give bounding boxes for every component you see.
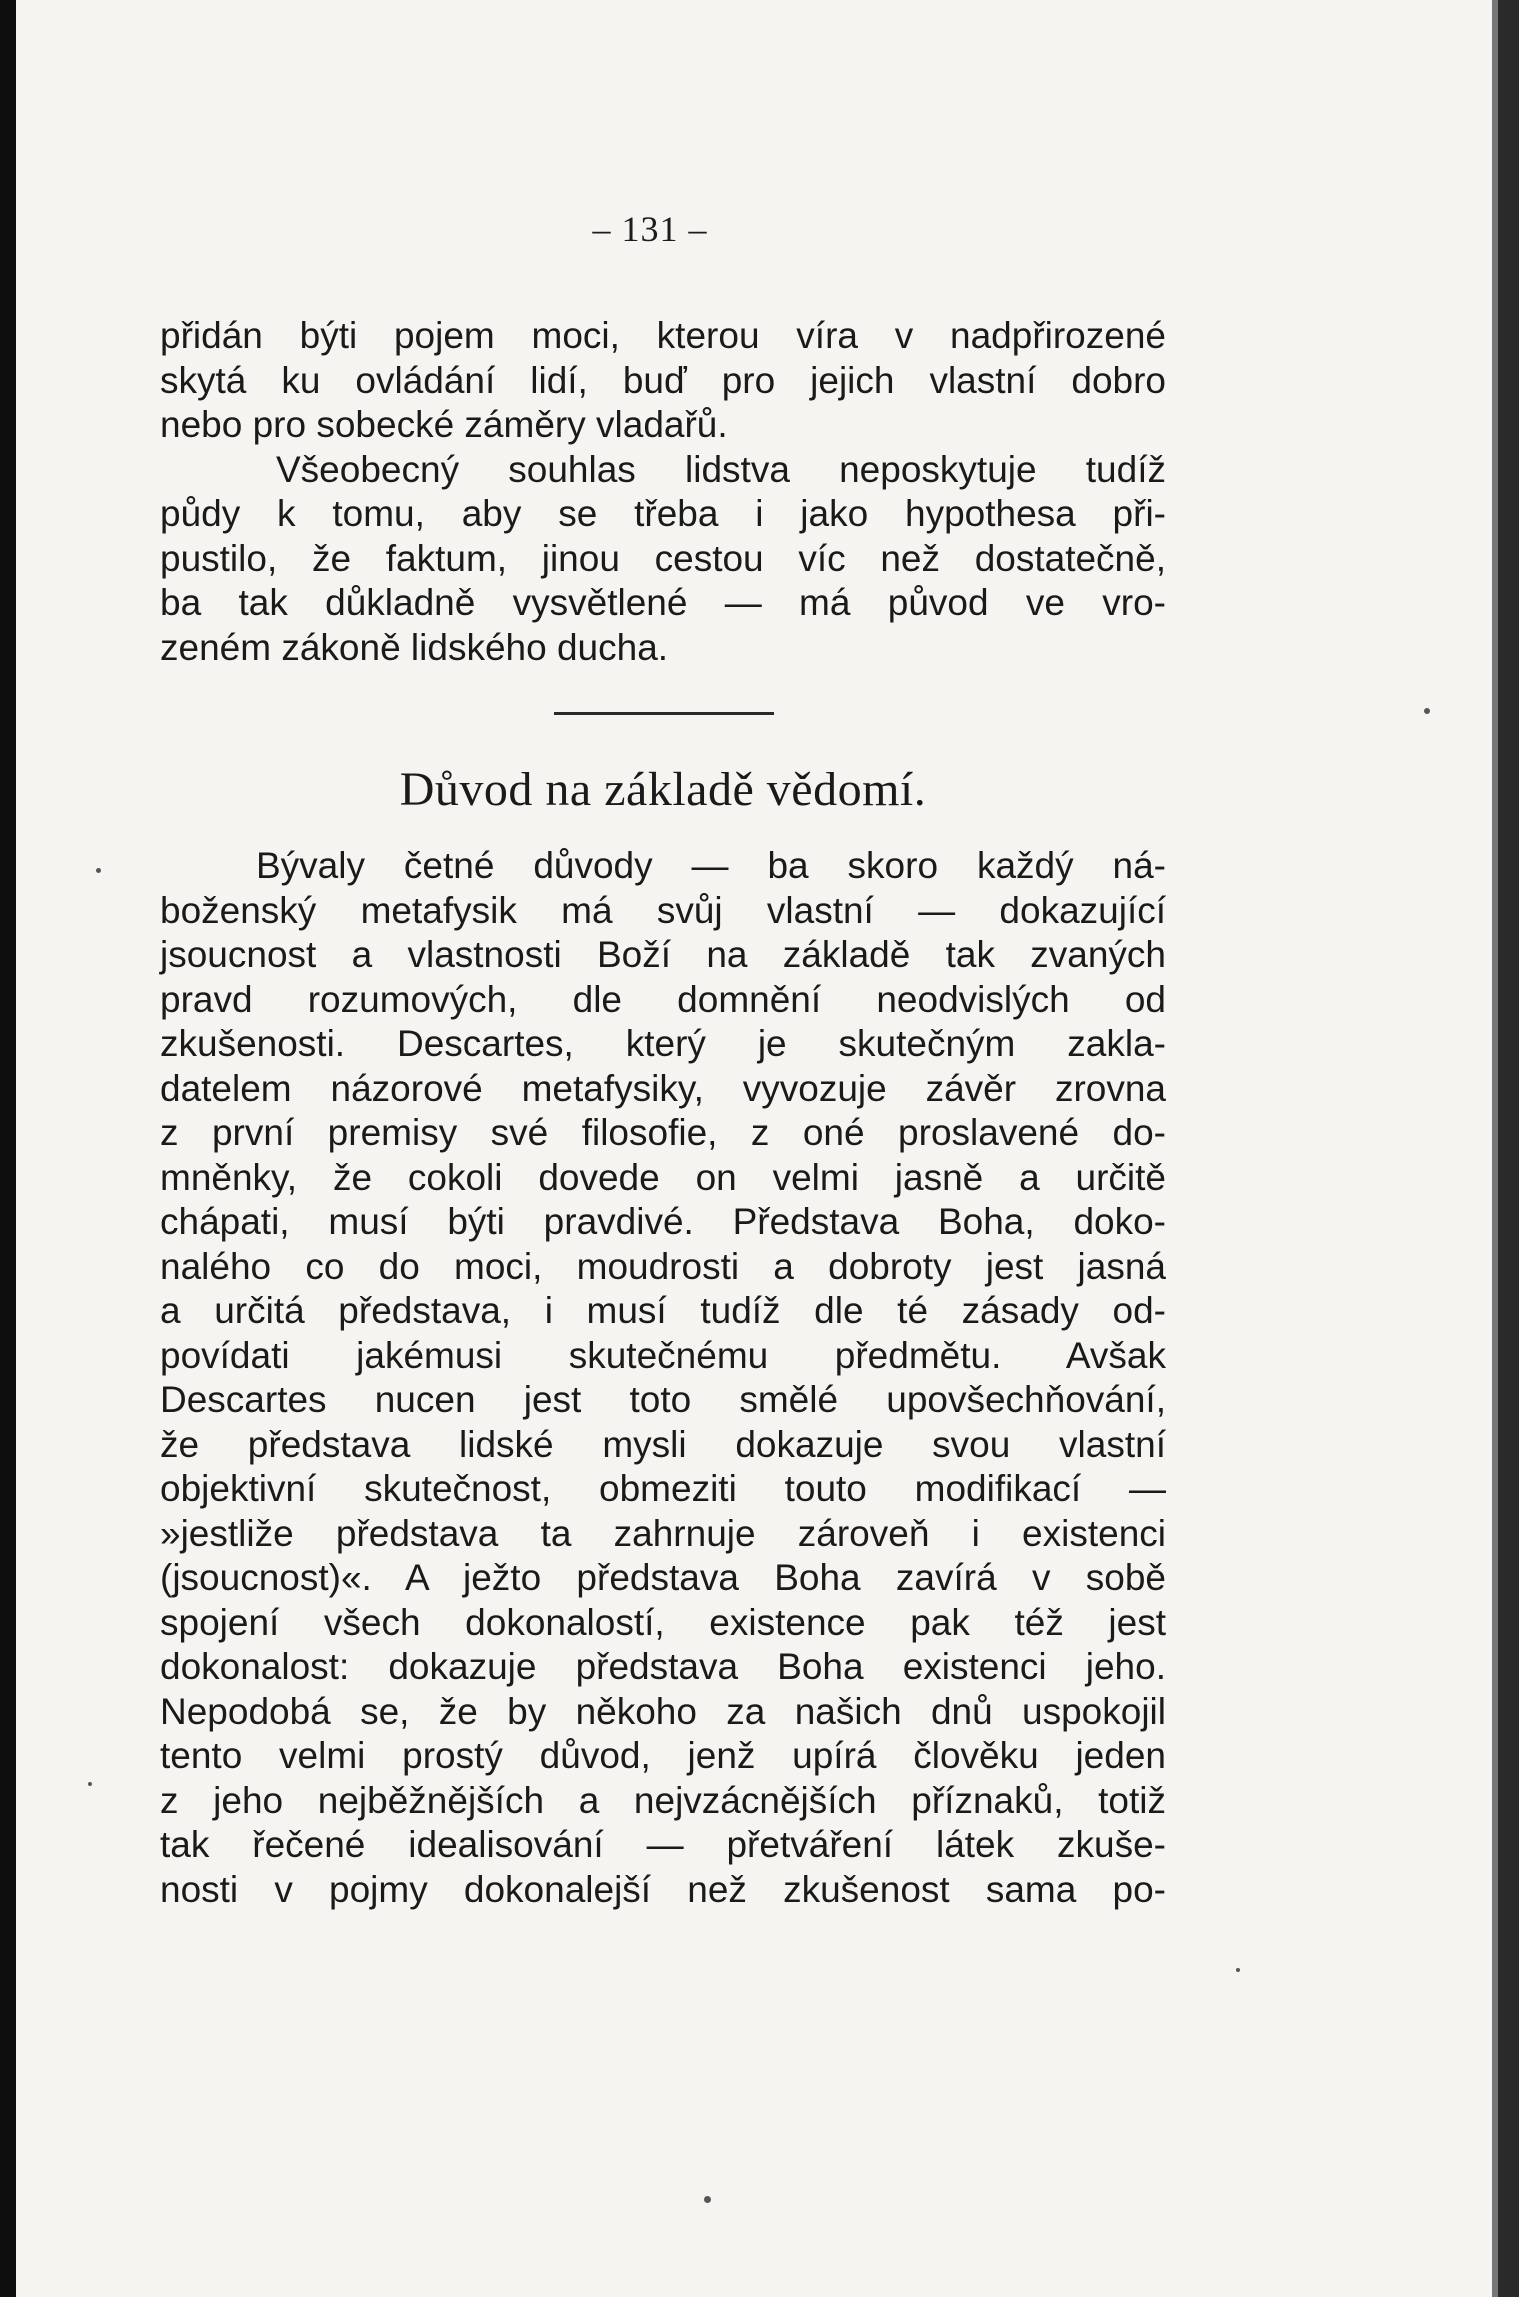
text-line: Bývaly četné důvody — ba skoro každý ná-: [256, 845, 1166, 886]
text-line: tak řečené idealisování — přetváření látek zkuše-: [160, 1824, 1166, 1865]
top-paragraph: [160, 314, 1166, 670]
text-line: (jsoucnost)«. A ježto představa Boha zavírá v sobě: [160, 1557, 1166, 1598]
paper-speck: [1236, 1968, 1240, 1972]
text-line: datelem názorové metafysiky, vyvozuje závěr zrovna: [160, 1067, 1166, 1109]
text-line: Všeobecný souhlas lidstva neposkytuje tudíž: [276, 448, 1166, 490]
text-line: z jeho nejběžnějších a nejvzácnějších příznaků, totiž: [160, 1779, 1166, 1821]
text-line: Descartes nucen jest toto smělé upovšechňování,: [160, 1379, 1166, 1420]
text-line: tento velmi prostý důvod, jenž upírá člověku jeden: [160, 1735, 1166, 1776]
text-line: pustilo, že faktum, jinou cestou víc než dostatečně,: [160, 537, 1166, 579]
paper-speck: [1424, 708, 1430, 714]
page-edge: [1492, 0, 1519, 2297]
text-line: přidán býti pojem moci, kterou víra v nadpřirozené: [160, 315, 1166, 356]
section-heading: Důvod na základě vědomí.: [399, 763, 927, 816]
text-line: spojení všech dokonalostí, existence pak též jest: [160, 1601, 1166, 1643]
text-line: že představa lidské mysli dokazuje svou vlastní: [160, 1423, 1166, 1465]
text-line: a určitá představa, i musí tudíž dle té zásady od-: [160, 1290, 1166, 1331]
page-number: – 131 –: [592, 209, 708, 249]
text-line: povídati jakémusi skutečnému předmětu. Avšak: [160, 1334, 1166, 1376]
section-divider: [554, 712, 774, 715]
text-line: nosti v pojmy dokonalejší než zkušenost sama po-: [160, 1868, 1166, 1910]
text-line: jsoucnost a vlastnosti Boží na základě tak zvaných: [160, 934, 1166, 975]
text-line: ba tak důkladně vysvětlené — má původ ve vro-: [160, 582, 1166, 623]
body-paragraph: [160, 844, 1166, 1912]
text-line: »jestliže představa ta zahrnuje zároveň i existenci: [160, 1512, 1166, 1554]
paper-speck: [88, 1782, 92, 1786]
text-line: nalého co do moci, moudrosti a dobroty jest jasná: [160, 1245, 1166, 1287]
text-line: chápati, musí býti pravdivé. Představa Boha, doko-: [160, 1201, 1166, 1242]
text-line: z první premisy své filosofie, z oné proslavené do-: [160, 1112, 1166, 1153]
text-line: objektivní skutečnost, obmeziti touto modifikací —: [160, 1468, 1166, 1509]
text-line: boženský metafysik má svůj vlastní — dokazující: [160, 889, 1166, 931]
paper-speck: [96, 868, 101, 873]
text-line: zeném zákoně lidského ducha.: [160, 626, 669, 668]
text-line: skytá ku ovládání lidí, buď pro jejich vlastní dobro: [160, 359, 1166, 401]
text-line: dokonalost: dokazuje představa Boha existenci jeho.: [160, 1646, 1166, 1687]
paper-speck: [704, 2196, 711, 2203]
text-line: zkušenosti. Descartes, který je skutečným zakla-: [160, 1023, 1166, 1064]
book-spine-shadow: [0, 0, 16, 2297]
text-line: pravd rozumových, dle domnění neodvislých od: [160, 978, 1166, 1020]
text-line: půdy k tomu, aby se třeba i jako hypothesa při-: [160, 493, 1166, 534]
text-line: mněnky, že cokoli dovede on velmi jasně a určitě: [160, 1156, 1166, 1198]
text-line: Nepodobá se, že by někoho za našich dnů uspokojil: [160, 1690, 1166, 1732]
text-line: nebo pro sobecké záměry vladařů.: [160, 404, 728, 445]
